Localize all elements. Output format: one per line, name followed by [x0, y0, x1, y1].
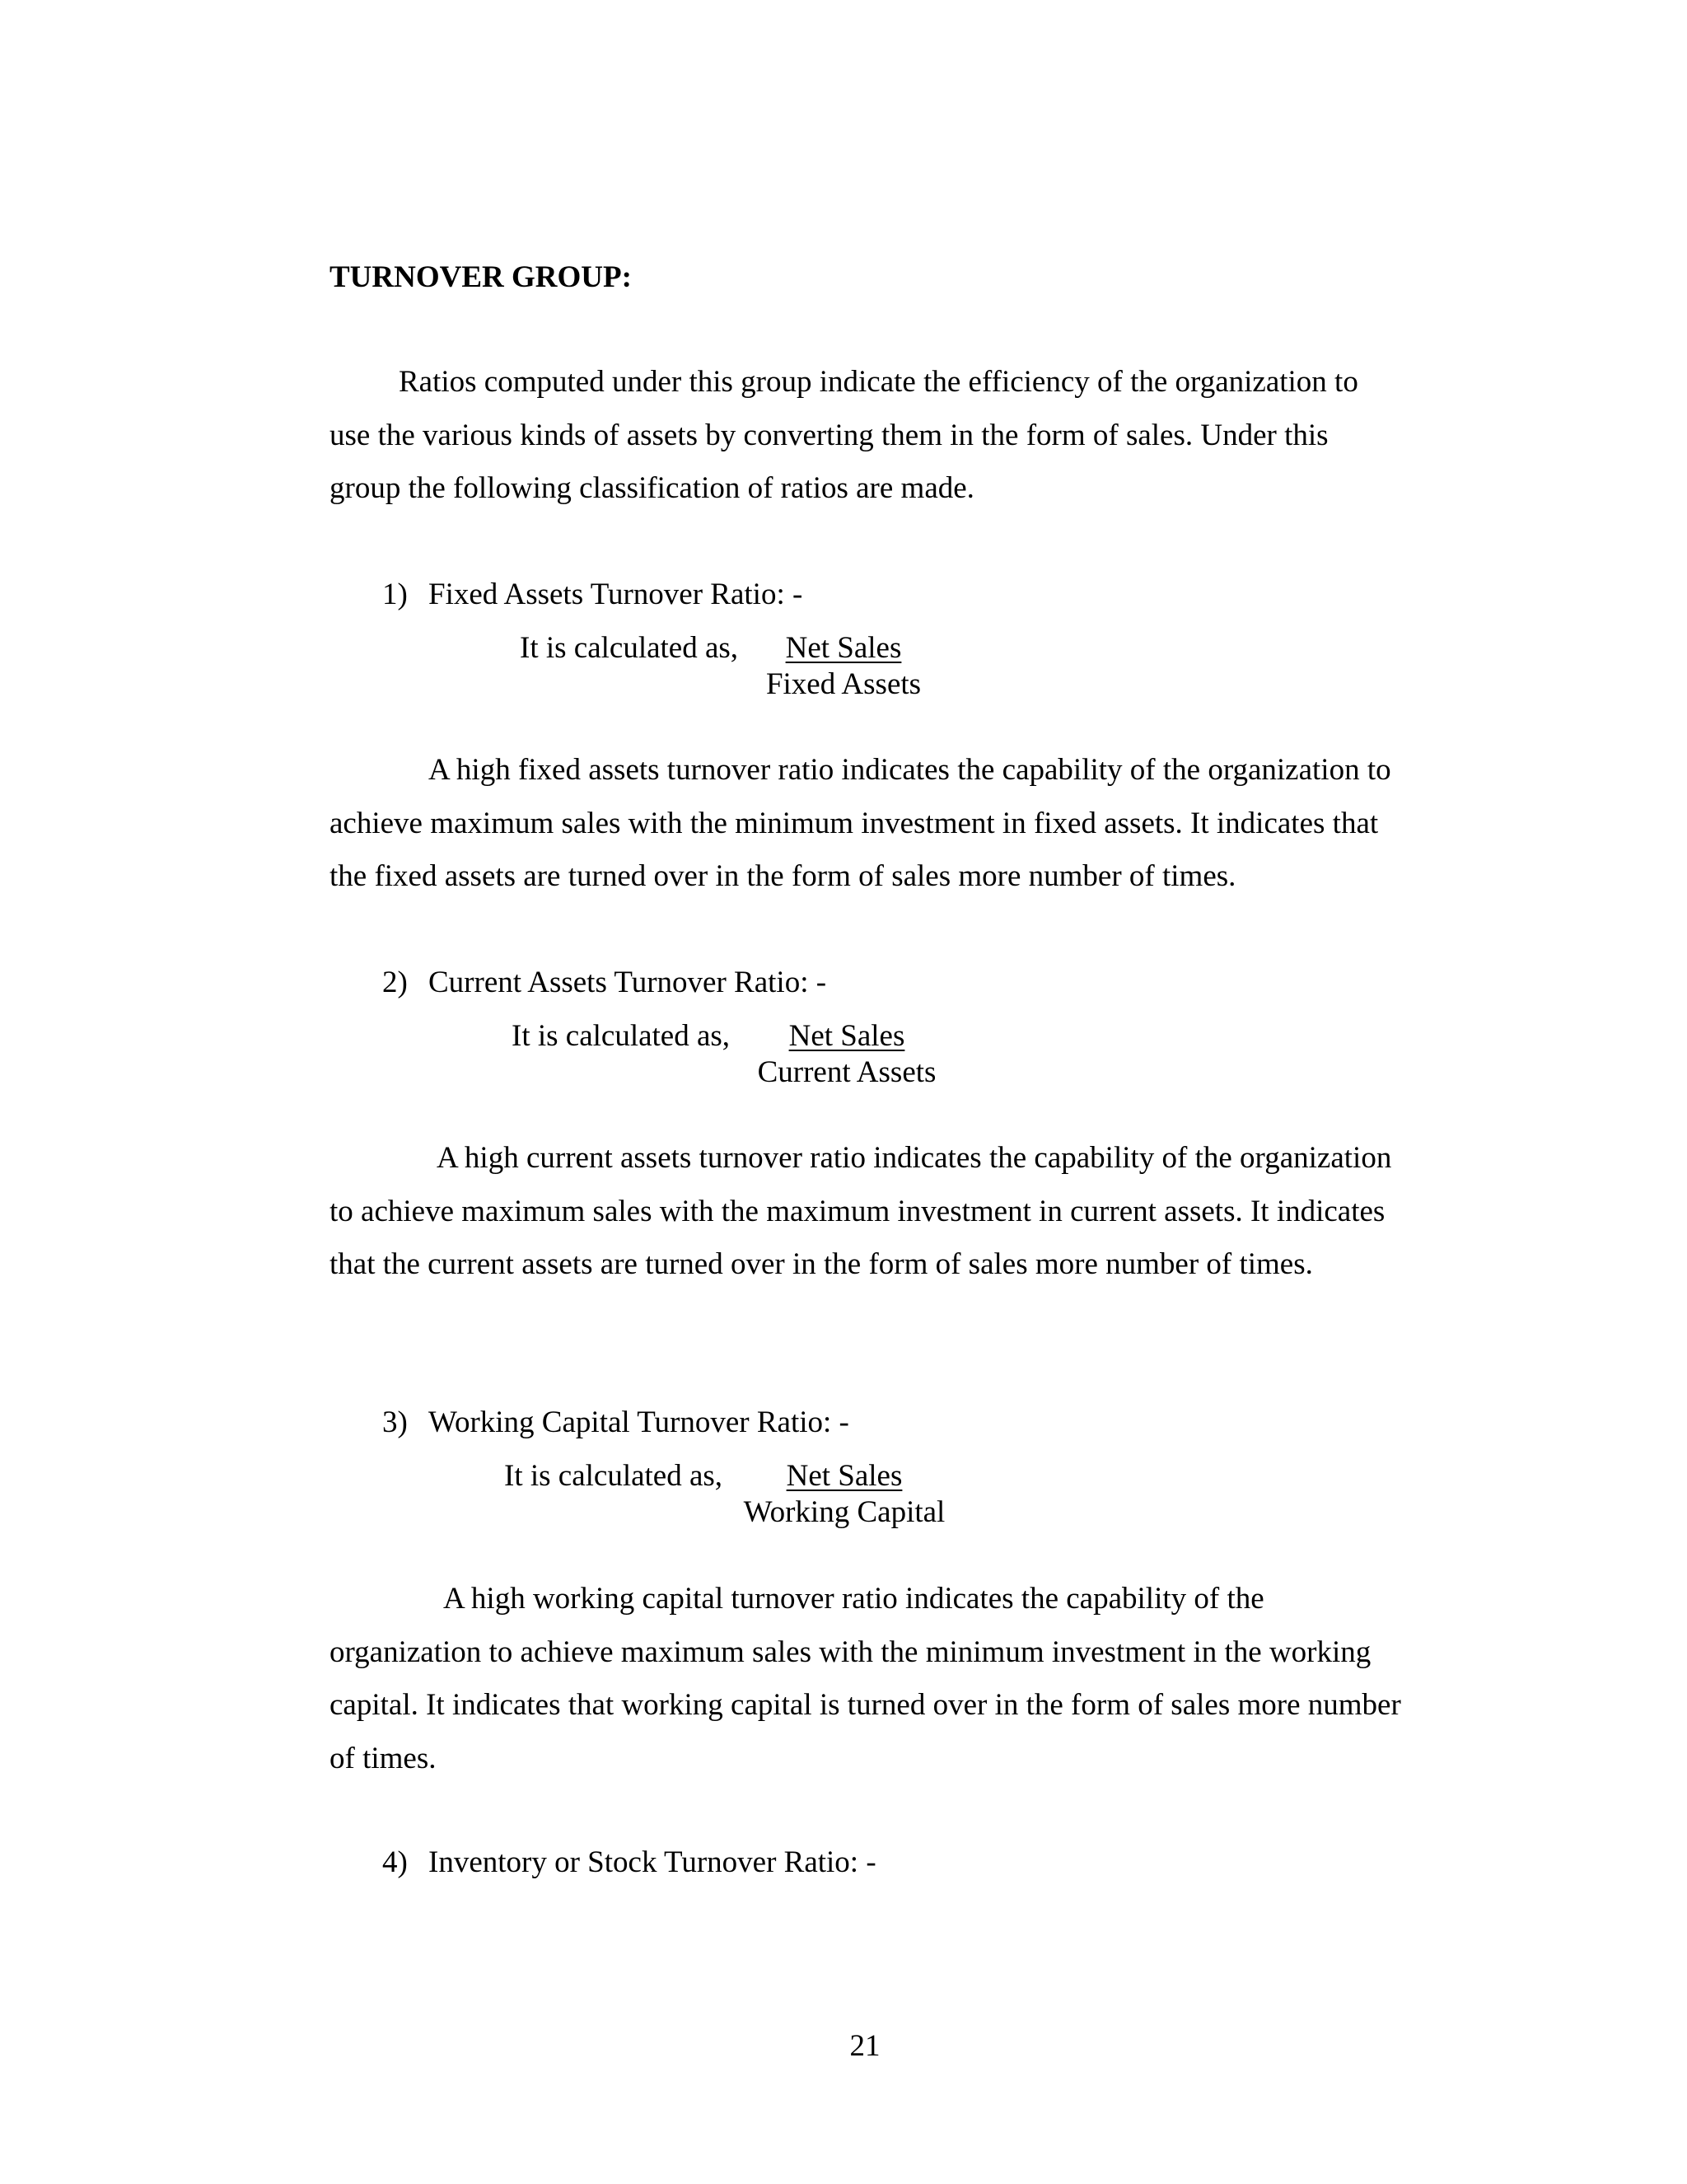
- formula-denominator: Working Capital: [743, 1495, 946, 1529]
- description-line: A high working capital turnover ratio indicates the capability of the: [443, 1582, 1264, 1616]
- formula-numerator: Net Sales: [788, 1019, 905, 1053]
- item-title-working-capital: [382, 1405, 849, 1441]
- calc-label: It is calculated as,: [512, 1019, 731, 1053]
- item-title-current-assets: [382, 965, 826, 1001]
- intro-paragraph: [329, 356, 1417, 516]
- intro-line: use the various kinds of assets by converting them in the form of sales. Under this: [329, 418, 1329, 452]
- formula-numerator: Net Sales: [786, 1459, 903, 1493]
- formula-fraction: [766, 630, 921, 703]
- description-line: A high fixed assets turnover ratio indicates the capability of the organization to: [428, 753, 1391, 787]
- description-line: to achieve maximum sales with the maximum investment in current assets. It indicates: [329, 1194, 1386, 1228]
- description-line: achieve maximum sales with the minimum investment in fixed assets. It indicates that: [329, 806, 1379, 840]
- description-line: that the current assets are turned over in the form of sales more number of times.: [329, 1247, 1313, 1281]
- description-line: the fixed assets are turned over in the form of sales more number of times.: [329, 859, 1236, 893]
- formula-denominator: Current Assets: [757, 1055, 937, 1089]
- page-number: 21: [849, 2029, 881, 2063]
- formula-denominator: Fixed Assets: [765, 667, 922, 701]
- item-number: 1): [382, 578, 408, 611]
- item-title-text: Current Assets Turnover Ratio: -: [428, 966, 827, 999]
- item-description: [329, 744, 1417, 904]
- item-number: 2): [382, 966, 408, 999]
- description-line: of times.: [329, 1741, 437, 1775]
- formula-fraction: [758, 1018, 937, 1091]
- calc-label: It is calculated as,: [504, 1459, 723, 1493]
- formula-fraction: [744, 1458, 946, 1531]
- item-title-text: Inventory or Stock Turnover Ratio: -: [428, 1845, 876, 1879]
- formula-numerator: Net Sales: [785, 631, 902, 665]
- item-title-inventory: [382, 1845, 876, 1881]
- item-number: 3): [382, 1405, 408, 1439]
- item-title-text: Working Capital Turnover Ratio: -: [428, 1405, 849, 1439]
- item-description: [329, 1132, 1417, 1292]
- item-title-fixed-assets: [382, 577, 802, 613]
- description-line: capital. It indicates that working capital is turned over in the form of sales more number: [329, 1688, 1401, 1722]
- description-line: organization to achieve maximum sales with the minimum investment in the working: [329, 1634, 1372, 1669]
- section-heading: TURNOVER GROUP:: [329, 260, 632, 294]
- item-number: 4): [382, 1845, 408, 1879]
- description-line: A high current assets turnover ratio indicates the capability of the organization: [437, 1141, 1392, 1175]
- intro-line: group the following classification of ratios are made.: [329, 471, 974, 505]
- intro-line: Ratios computed under this group indicate the efficiency of the organization to: [399, 365, 1358, 399]
- item-title-text: Fixed Assets Turnover Ratio: -: [428, 578, 803, 611]
- calc-label: It is calculated as,: [520, 631, 739, 665]
- item-description: [329, 1573, 1417, 1785]
